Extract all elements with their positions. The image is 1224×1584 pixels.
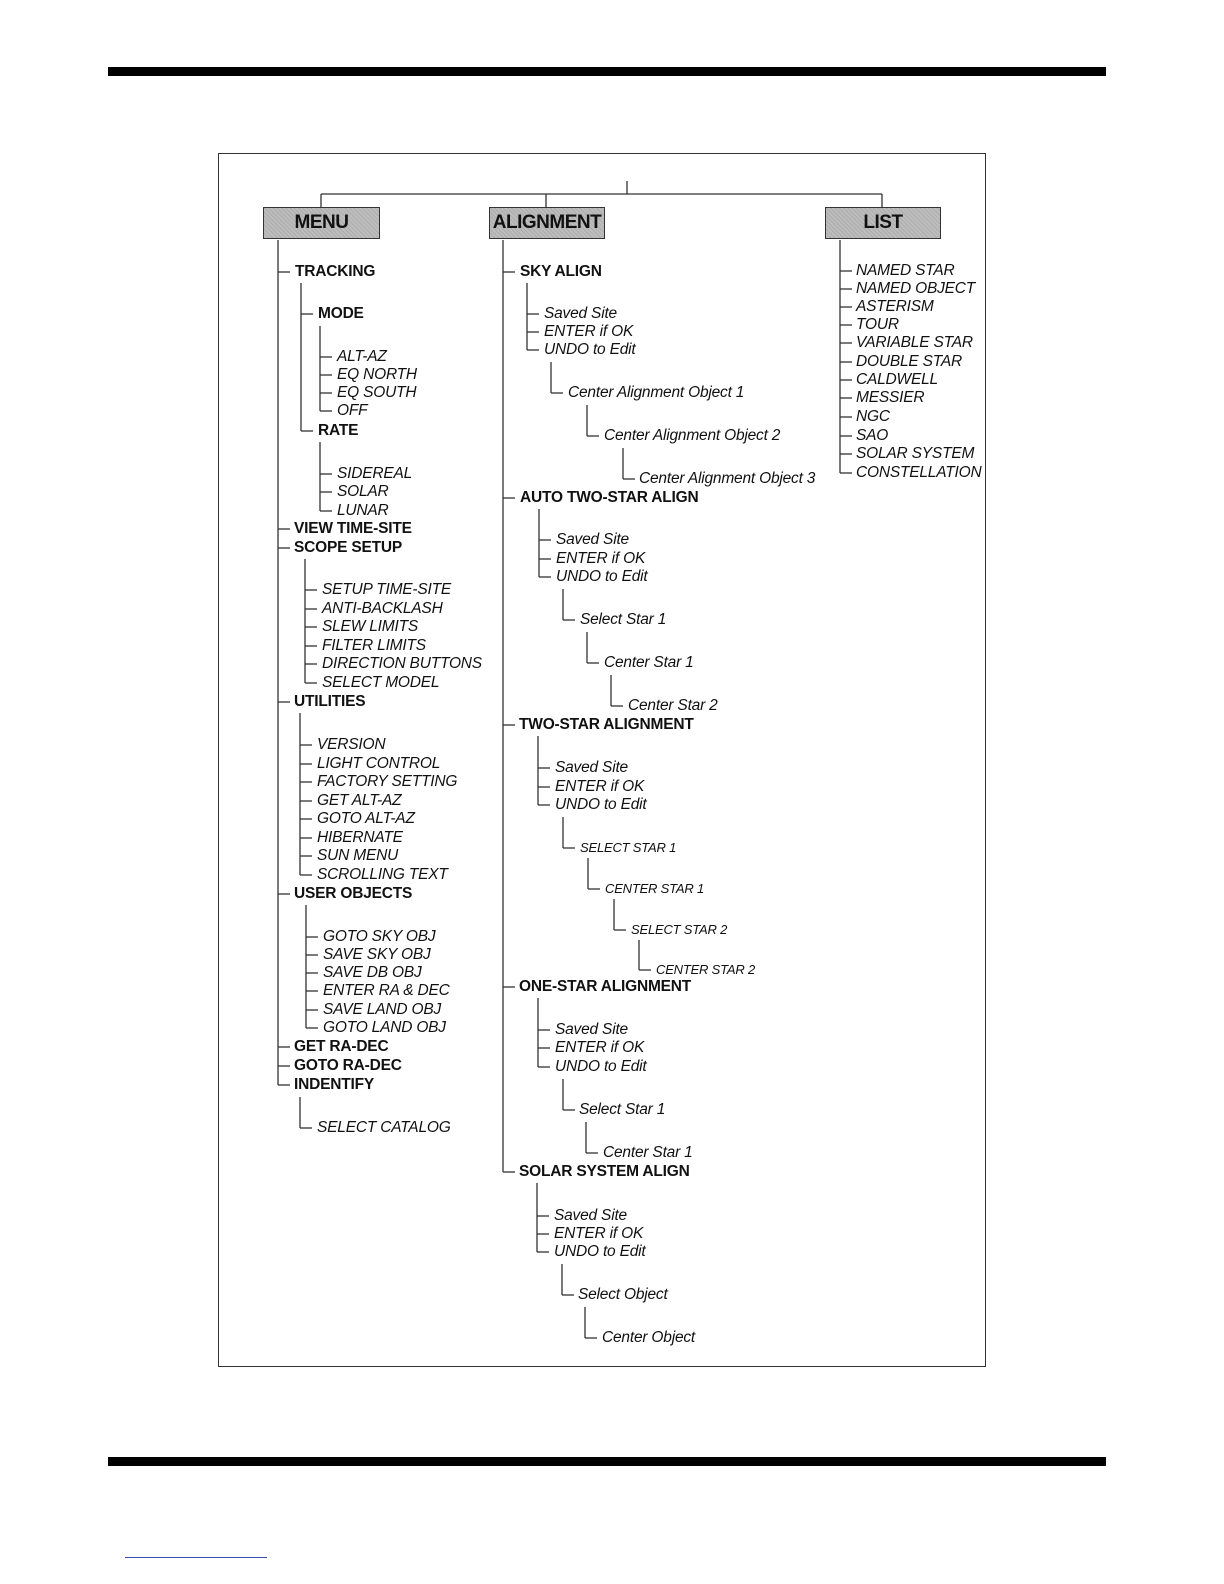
align-one-center-star-1: Center Star 1 [603, 1144, 693, 1161]
menu-version: VERSION [317, 736, 386, 753]
align-sky-enter-if-ok: ENTER if OK [544, 323, 634, 340]
menu-solar: SOLAR [337, 483, 389, 500]
menu-slew-limits: SLEW LIMITS [322, 618, 418, 635]
align-two-select-star-2: SELECT STAR 2 [631, 922, 728, 937]
menu-mode: MODE [318, 305, 364, 322]
menu-get-ra-dec: GET RA-DEC [294, 1038, 389, 1055]
align-auto-center-star-1: Center Star 1 [604, 654, 694, 671]
list-item: CALDWELL [856, 371, 938, 388]
align-sky-saved-site: Saved Site [544, 305, 617, 322]
align-sol-select-object: Select Object [578, 1286, 668, 1303]
list-item: NAMED OBJECT [856, 280, 976, 297]
list-item: SOLAR SYSTEM [856, 445, 975, 462]
menu-indentify: INDENTIFY [294, 1076, 375, 1093]
align-two-star: TWO-STAR ALIGNMENT [519, 716, 694, 733]
align-auto-select-star-1: Select Star 1 [580, 611, 667, 628]
menu-sidereal: SIDEREAL [337, 465, 413, 482]
menu-goto-sky-obj: GOTO SKY OBJ [323, 928, 436, 945]
menu-save-land-obj: SAVE LAND OBJ [323, 1001, 442, 1018]
list-item: DOUBLE STAR [856, 353, 963, 370]
list-item: ASTERISM [856, 298, 934, 315]
menu-off: OFF [337, 402, 368, 419]
align-center-object-1: Center Alignment Object 1 [568, 384, 745, 401]
list-item: SAO [856, 427, 889, 444]
list-item: NGC [856, 408, 890, 425]
align-one-saved-site: Saved Site [555, 1021, 628, 1038]
menu-setup-time-site: SETUP TIME-SITE [322, 581, 452, 598]
menu-view-time-site: VIEW TIME-SITE [294, 520, 412, 537]
align-one-select-star-1: Select Star 1 [579, 1101, 666, 1118]
menu-goto-alt-az: GOTO ALT-AZ [317, 810, 415, 827]
menu-light-control: LIGHT CONTROL [317, 755, 441, 772]
align-sky-align: SKY ALIGN [520, 263, 602, 280]
menu-goto-land-obj: GOTO LAND OBJ [323, 1019, 446, 1036]
align-two-undo-to-edit: UNDO to Edit [555, 796, 647, 813]
alignment-header: ALIGNMENT [489, 207, 605, 239]
menu-scope-setup: SCOPE SETUP [294, 539, 403, 556]
menu-alt-az: ALT-AZ [337, 348, 387, 365]
menu-save-sky-obj: SAVE SKY OBJ [323, 946, 431, 963]
list-item: MESSIER [856, 389, 925, 406]
menu-eq-south: EQ SOUTH [337, 384, 417, 401]
menu-hibernate: HIBERNATE [317, 829, 403, 846]
align-one-enter-if-ok: ENTER if OK [555, 1039, 645, 1056]
align-auto-saved-site: Saved Site [556, 531, 629, 548]
align-sol-saved-site: Saved Site [554, 1207, 627, 1224]
list-item: NAMED STAR [856, 262, 955, 279]
align-two-saved-site: Saved Site [555, 759, 628, 776]
align-auto-two-star: AUTO TWO-STAR ALIGN [520, 489, 699, 506]
menu-select-catalog: SELECT CATALOG [317, 1119, 451, 1136]
menu-select-model: SELECT MODEL [322, 674, 440, 691]
menu-factory-setting: FACTORY SETTING [317, 773, 458, 790]
menu-save-db-obj: SAVE DB OBJ [323, 964, 422, 981]
list-header: LIST [825, 207, 941, 239]
menu-direction-buttons: DIRECTION BUTTONS [322, 655, 482, 672]
align-auto-center-star-2: Center Star 2 [628, 697, 718, 714]
align-two-center-star-2: CENTER STAR 2 [656, 962, 756, 977]
menu-goto-ra-dec: GOTO RA-DEC [294, 1057, 402, 1074]
align-auto-enter-if-ok: ENTER if OK [556, 550, 646, 567]
align-one-star: ONE-STAR ALIGNMENT [519, 978, 692, 995]
menu-header: MENU [263, 207, 380, 239]
menu-filter-limits: FILTER LIMITS [322, 637, 426, 654]
align-two-select-star-1: SELECT STAR 1 [580, 840, 677, 855]
align-center-object-3: Center Alignment Object 3 [639, 470, 816, 487]
align-two-enter-if-ok: ENTER if OK [555, 778, 645, 795]
menu-sun-menu: SUN MENU [317, 847, 399, 864]
align-sol-center-object: Center Object [602, 1329, 696, 1346]
menu-get-alt-az: GET ALT-AZ [317, 792, 402, 809]
menu-eq-north: EQ NORTH [337, 366, 417, 383]
align-solar-system: SOLAR SYSTEM ALIGN [519, 1163, 690, 1180]
align-sol-enter-if-ok: ENTER if OK [554, 1225, 644, 1242]
list-item: VARIABLE STAR [856, 334, 973, 351]
menu-user-objects: USER OBJECTS [294, 885, 413, 902]
align-center-object-2: Center Alignment Object 2 [604, 427, 781, 444]
menu-tracking: TRACKING [295, 263, 376, 280]
align-auto-undo-to-edit: UNDO to Edit [556, 568, 648, 585]
list-item: CONSTELLATION [856, 464, 982, 481]
menu-utilities: UTILITIES [294, 693, 366, 710]
align-sky-undo-to-edit: UNDO to Edit [544, 341, 636, 358]
menu-rate: RATE [318, 422, 359, 439]
align-two-center-star-1: CENTER STAR 1 [605, 881, 705, 896]
menu-enter-ra-dec: ENTER RA & DEC [323, 982, 450, 999]
menu-scrolling-text: SCROLLING TEXT [317, 866, 448, 883]
list-item: TOUR [856, 316, 899, 333]
menu-lunar: LUNAR [337, 502, 389, 519]
align-one-undo-to-edit: UNDO to Edit [555, 1058, 647, 1075]
menu-anti-backlash: ANTI-BACKLASH [322, 600, 443, 617]
align-sol-undo-to-edit: UNDO to Edit [554, 1243, 646, 1260]
